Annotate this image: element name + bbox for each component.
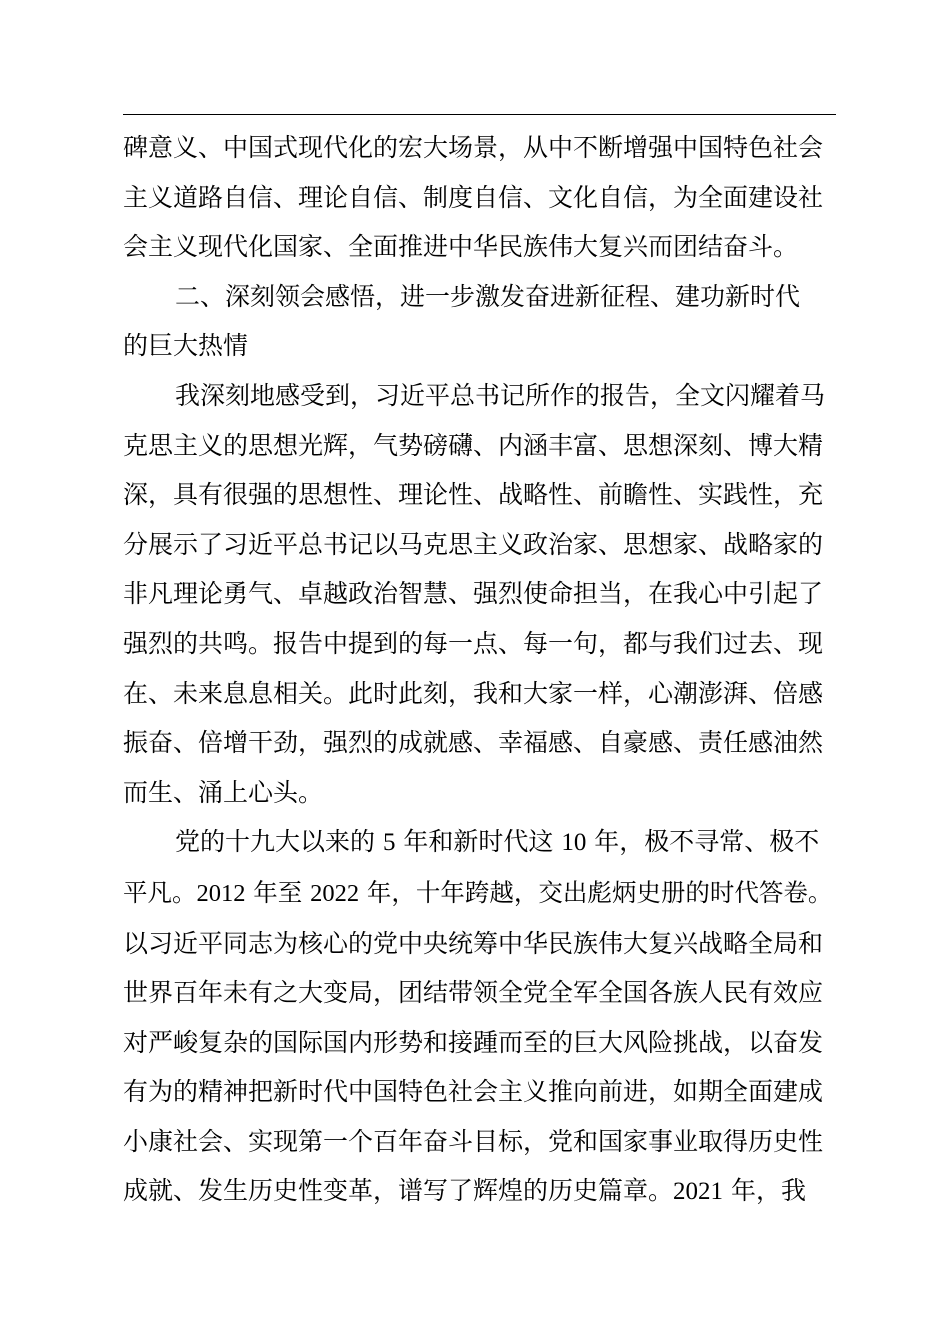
text-line: 非凡理论勇气、卓越政治智慧、强烈使命担当，在我心中引起了 [123,579,824,609]
number-run: 2012 [196,879,246,907]
text-line: 对严峻复杂的国际国内形势和接踵而至的巨大风险挑战，以奋发 [123,1027,824,1057]
text-line: 我深刻地感受到，习近平总书记所作的报告，全文闪耀着马 [175,380,826,410]
paragraph-continued [123,123,836,272]
text-line: 分展示了习近平总书记以马克思主义政治家、思想家、战略家的 [123,529,824,559]
number-run: 5 [382,829,396,857]
text-run: 年，十年跨越，交出彪炳史册的时代答卷。 [359,877,833,907]
text-run: 年，我 [723,1176,806,1206]
text-line: 以习近平同志为核心的党中央统筹中华民族伟大复兴战略全局和 [123,928,824,958]
heading-line: 的巨大热情 [123,331,249,361]
paragraph-feelings [123,371,836,817]
text-run: 年和新时代这 [395,827,562,857]
text-run: 平凡。 [123,877,197,907]
text-run: 年，极不寻常、极不 [586,827,820,857]
document-body [123,123,836,1217]
text-line: 碑意义、中国式现代化的宏大场景，从中不断增强中国特色社会 [123,133,824,162]
text-line: 振奋、倍增干劲，强烈的成就感、幸福感、自豪感、责任感油然 [123,728,824,758]
text-run: 成就、发生历史性变革，谱写了辉煌的历史篇章。 [123,1176,674,1206]
number-run: 2021 [673,1178,724,1206]
number-run: 10 [561,829,587,857]
text-line [123,817,836,868]
number-run: 2022 [310,879,360,907]
text-run: 年至 [245,877,311,907]
text-line: 世界百年未有之大变局，团结带领全党全军全国各族人民有效应 [123,978,824,1008]
text-line: 小康社会、实现第一个百年奋斗目标，党和国家事业取得历史性 [123,1126,824,1156]
text-line [123,868,836,919]
text-line [123,1166,836,1217]
text-line: 会主义现代化国家、全面推进中华民族伟大复兴而团结奋斗。 [123,232,799,262]
text-line: 而生、涌上心头。 [123,777,324,807]
text-line: 深，具有很强的思想性、理论性、战略性、前瞻性、实践性，充 [123,480,824,510]
heading-line: 二、深刻领会感悟，进一步激发奋进新征程、建功新时代 [175,281,801,311]
text-line: 有为的精神把新时代中国特色社会主义推向前进，如期全面建成 [123,1077,824,1107]
header-rule [123,114,836,115]
text-run: 党的十九大以来的 [175,827,383,857]
text-line: 强烈的共鸣。报告中提到的每一点、每一句，都与我们过去、现 [123,628,824,658]
paragraph-decade [123,817,836,1217]
text-line: 克思主义的思想光辉，气势磅礴、内涵丰富、思想深刻、博大精 [123,430,824,460]
text-line: 主义道路自信、理论自信、制度自信、文化自信，为全面建设社 [123,182,824,212]
section-heading [123,272,836,371]
text-line: 在、未来息息相关。此时此刻，我和大家一样，心潮澎湃、倍感 [123,678,824,708]
